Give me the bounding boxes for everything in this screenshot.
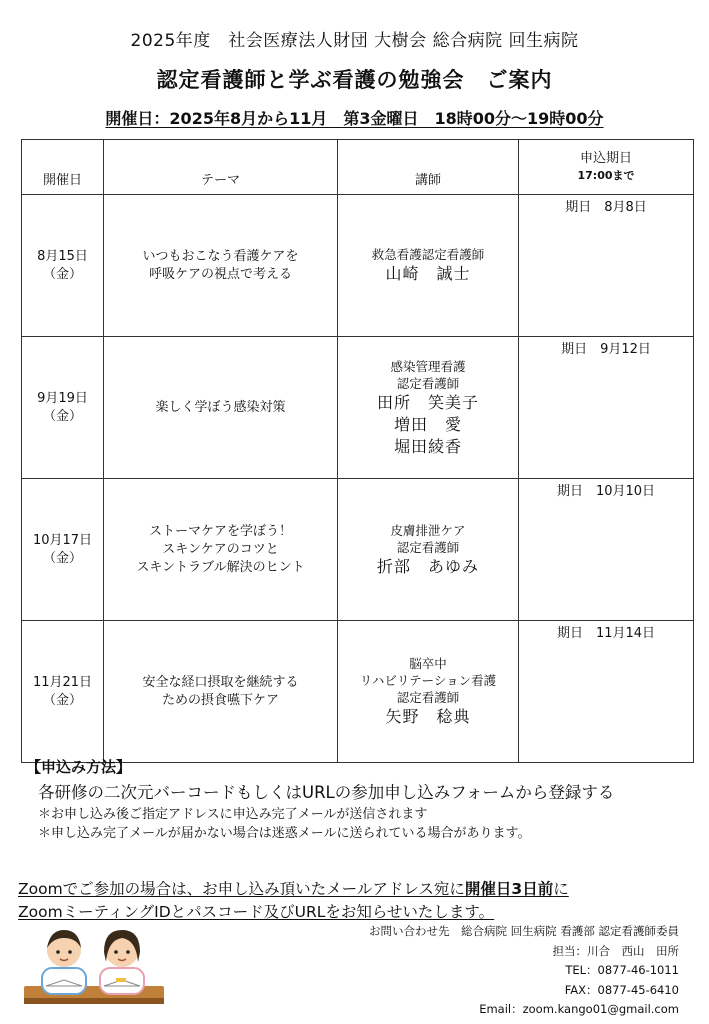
row-weekday: （金） <box>42 408 82 424</box>
row-lecturer-name: 矢野 稔典 <box>385 707 471 726</box>
application-instructions: 各研修の二次元バーコードもしくはURLの参加申し込みフォームから登録する <box>38 783 615 802</box>
header-deadline <box>519 140 694 195</box>
row-lecturer-name: 田所 笑美子 <box>376 392 479 412</box>
row-deadline: 期日 8月8日 <box>565 200 647 215</box>
zoom-notice-line-1 <box>18 877 569 899</box>
zoom-notice-emphasis: 開催日3日前 <box>464 880 554 898</box>
row-theme-line: 楽しく学ぼう感染対策 <box>155 399 286 415</box>
application-heading: 【申込み方法】 <box>26 758 132 776</box>
row-date: 9月19日 <box>37 390 88 406</box>
row-theme-line: いつもおこなう看護ケアを <box>142 248 299 264</box>
page-title: 認定看護師と学ぶ看護の勉強会 ご案内 <box>156 68 553 92</box>
row-theme-cell <box>104 479 338 621</box>
row-deadline: 期日 11月14日 <box>556 626 656 641</box>
contact-tel: TEL：0877-46-1011 <box>565 963 679 977</box>
row-lecturer-title: 認定看護師 <box>396 375 460 391</box>
header-theme: テーマ <box>104 140 338 195</box>
row-theme-line: スキントラブル解決のヒント <box>136 559 305 575</box>
row-deadline-cell <box>519 337 694 479</box>
application-note-2: ＊申し込み完了メールが届かない場合は迷惑メールに送られている場合があります。 <box>38 826 531 841</box>
contact-staff: 担当：川合 西山 田所 <box>552 943 679 958</box>
row-lecturer-title: 感染管理看護 <box>390 358 466 374</box>
contact-inquiry: お問い合わせ先 総合病院 回生病院 看護部 認定看護師委員 <box>369 924 679 938</box>
row-theme-cell <box>104 195 338 337</box>
table-row <box>22 621 694 763</box>
contact-fax: FAX：0877-45-6410 <box>564 982 679 997</box>
row-lecturer-name: 山崎 誠士 <box>385 264 471 283</box>
header-date: 開催日 <box>22 140 104 195</box>
row-date-cell <box>22 621 104 763</box>
row-lecturer-title: 皮膚排泄ケア <box>390 522 466 538</box>
zoom-notice-post: に <box>553 880 569 898</box>
row-date-cell <box>22 479 104 621</box>
table-header-row <box>22 140 694 195</box>
row-lecturer-name: 折部 あゆみ <box>376 556 479 576</box>
row-deadline-cell <box>519 621 694 763</box>
row-lecturer-cell <box>338 337 519 479</box>
row-date: 10月17日 <box>32 532 93 548</box>
row-lecturer-name: 増田 愛 <box>393 414 462 434</box>
contact-email[interactable]: Email：zoom.kango01@gmail.com <box>479 1002 679 1016</box>
table-row <box>22 337 694 479</box>
row-date-cell <box>22 337 104 479</box>
row-lecturer-title: 救急看護認定看護師 <box>371 247 485 262</box>
row-theme-line: 安全な経口摂取を継続する <box>142 674 299 690</box>
event-schedule-text: 開催日：2025年8月から11月 第3金曜日 18時00分～19時00分 <box>105 109 604 128</box>
row-weekday: （金） <box>42 692 82 708</box>
row-lecturer-title: リハビリテーション看護 <box>359 673 497 688</box>
header-deadline-time: 17:00まで <box>577 169 635 182</box>
row-theme-line: ストーマケアを学ぼう！ <box>148 523 292 539</box>
row-date: 11月21日 <box>32 674 93 690</box>
row-weekday: （金） <box>42 550 82 566</box>
row-deadline-cell <box>519 479 694 621</box>
row-deadline-cell <box>519 195 694 337</box>
row-deadline: 期日 9月12日 <box>561 342 651 357</box>
header-lecturer: 講師 <box>338 140 519 195</box>
organization-name: 2025年度 社会医療法人財団 大樹会 総合病院 回生病院 <box>130 31 579 51</box>
schedule-table <box>21 139 694 763</box>
row-weekday: （金） <box>42 266 82 282</box>
zoom-notice-line-2: ZoomミーティングIDとパスコード及びURLをお知らせいたします。 <box>18 903 495 921</box>
application-note-1: ＊お申し込み後ご指定アドレスに申込み完了メールが送信されます <box>38 807 428 822</box>
row-lecturer-cell <box>338 479 519 621</box>
row-theme-cell <box>104 337 338 479</box>
header-deadline-label: 申込期日 <box>579 151 632 166</box>
zoom-notice-pre: Zoomでご参加の場合は、お申し込み頂いたメールアドレス宛に <box>18 880 465 898</box>
row-date-cell <box>22 195 104 337</box>
row-lecturer-title: 脳卒中 <box>409 656 447 671</box>
row-theme-cell <box>104 621 338 763</box>
row-lecturer-title: 認定看護師 <box>396 690 460 705</box>
contact-info <box>369 922 679 1020</box>
row-lecturer-cell <box>338 621 519 763</box>
row-lecturer-title: 認定看護師 <box>396 539 460 555</box>
studying-students-illustration <box>20 918 170 1018</box>
row-theme-line: スキンケアのコツと <box>162 541 279 557</box>
row-lecturer-name: 堀田綾香 <box>393 436 462 456</box>
row-date: 8月15日 <box>37 248 88 264</box>
table-row <box>22 195 694 337</box>
row-theme-line: ための摂食嚥下ケア <box>161 692 279 708</box>
event-schedule-line <box>0 106 709 129</box>
table-row <box>22 479 694 621</box>
row-deadline: 期日 10月10日 <box>556 484 656 499</box>
row-lecturer-cell <box>338 195 519 337</box>
row-theme-line: 呼吸ケアの視点で考える <box>148 266 292 282</box>
